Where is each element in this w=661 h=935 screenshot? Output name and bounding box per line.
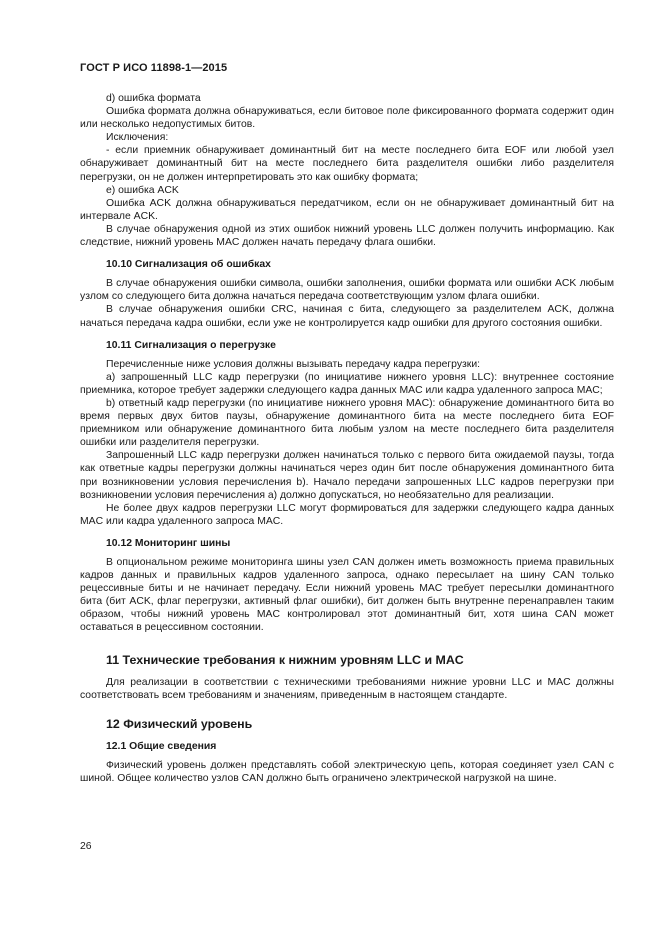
paragraph: Для реализации в соответствии с техническими требованиями нижние уровни LLC и MAC должны соответствовать всем требованиям и значениям, приведенным в настоящем стандарте.	[80, 676, 614, 701]
paragraph: Не более двух кадров перегрузки LLC могут формироваться для задержки следующего кадра данных MAC или кадра удаленного запроса MAC.	[80, 502, 614, 527]
document-header: ГОСТ Р ИСО 11898-1—2015	[80, 62, 228, 74]
paragraph: Перечисленные ниже условия должны вызывать передачу кадра перегрузки:	[106, 358, 481, 370]
paragraph: Ошибка формата должна обнаруживаться, если битовое поле фиксированного формата содержит один или несколько недопустимых битов.	[80, 106, 614, 131]
section-heading-10-11: 10.11 Сигнализация о перегрузке	[106, 339, 276, 351]
section-heading-10-12: 10.12 Мониторинг шины	[106, 537, 231, 549]
paragraph: b) ответный кадр перегрузки (по инициативе нижнего уровня MAC): обнаружение доминантного бита во время первых двух битов паузы, обнаружение доминантного бита на месте последнего бита EOF приемником или обнаружение доминантного бита любым узлом на месте последнего бита разделителя ошибки или разделителя перегрузки.	[80, 397, 614, 449]
paragraph: В случае обнаружения одной из этих ошибок нижний уровень LLC должен получить информацию. Как следствие, нижний уровень MAC должен начать передачу флага ошибки.	[80, 223, 614, 249]
section-heading-12-1: 12.1 Общие сведения	[106, 740, 217, 752]
paragraph: a) запрошенный LLC кадр перегрузки (по инициативе нижнего уровня LLC): внутреннее состояние приемника, которое требует задержки следующего кадра данных MAC или кадра удаленного запроса MAC;	[80, 371, 614, 396]
section-heading-11: 11 Технические требования к нижним уровням LLC и MAC	[106, 652, 464, 667]
paragraph: Физический уровень должен представлять собой электрическую цепь, которая соединяет узел CAN с шиной. Общее количество узлов CAN должно быть ограничено электрической нагрузкой на шине.	[80, 760, 614, 785]
paragraph: d) ошибка формата	[106, 93, 201, 104]
paragraph: В опциональном режиме мониторинга шины узел CAN должен иметь возможность приема правильных кадров данных и правильных кадров удаленного запроса, однако пересылает на шину CAN только рецессивные биты и не начинает передачу. Если нижний уровень MAC требует пересылки доминантного бита (бит ACK, флаг перегрузки, активный флаг ошибки), бит должен быть внутренне перенаправлен таким образом, чтобы нижний уровень MAC контролировал этот доминантный бит, хотя шина CAN может оставаться в рецессивном состоянии.	[80, 557, 614, 634]
paragraph: В случае обнаружения ошибки CRC, начиная с бита, следующего за разделителем ACK, должна начаться передача кадра ошибки, если уже не контролируется кадр ошибки для другого состояния ошибки.	[80, 304, 614, 329]
paragraph: Ошибка ACK должна обнаруживаться передатчиком, если он не обнаруживает доминантный бит на интервале ACK.	[80, 197, 614, 222]
page-body	[80, 92, 614, 785]
paragraph: - если приемник обнаруживает доминантный бит на месте последнего бита EOF или любой узел обнаруживает доминантный бит на месте последнего бита разделителя ошибки либо разделителя перегрузки, он не должен интерпретировать это как ошибку формата;	[80, 145, 614, 183]
page-number: 26	[80, 841, 92, 852]
paragraph: e) ошибка ACK	[106, 184, 179, 196]
paragraph: Запрошенный LLC кадр перегрузки должен начинаться только с первого бита ожидаемой паузы, тогда как ответные кадры перегрузки должны начинаться через один бит после обнаружения доминантного бита при возникновении условия перечисления b). Начало передачи запрошенных LLC кадров перегрузки при возникновении условия перечисления a) должно допускаться, но необязательно для реализации.	[80, 450, 614, 501]
section-heading-10-10: 10.10 Сигнализация об ошибках	[106, 259, 271, 271]
paragraph: Исключения:	[106, 132, 169, 144]
section-heading-12: 12 Физический уровень	[106, 716, 253, 731]
paragraph: В случае обнаружения ошибки символа, ошибки заполнения, ошибки формата или ошибки ACK любым узлом со следующего бита должна начаться передача соответствующим узлом флага ошибки.	[80, 278, 614, 303]
